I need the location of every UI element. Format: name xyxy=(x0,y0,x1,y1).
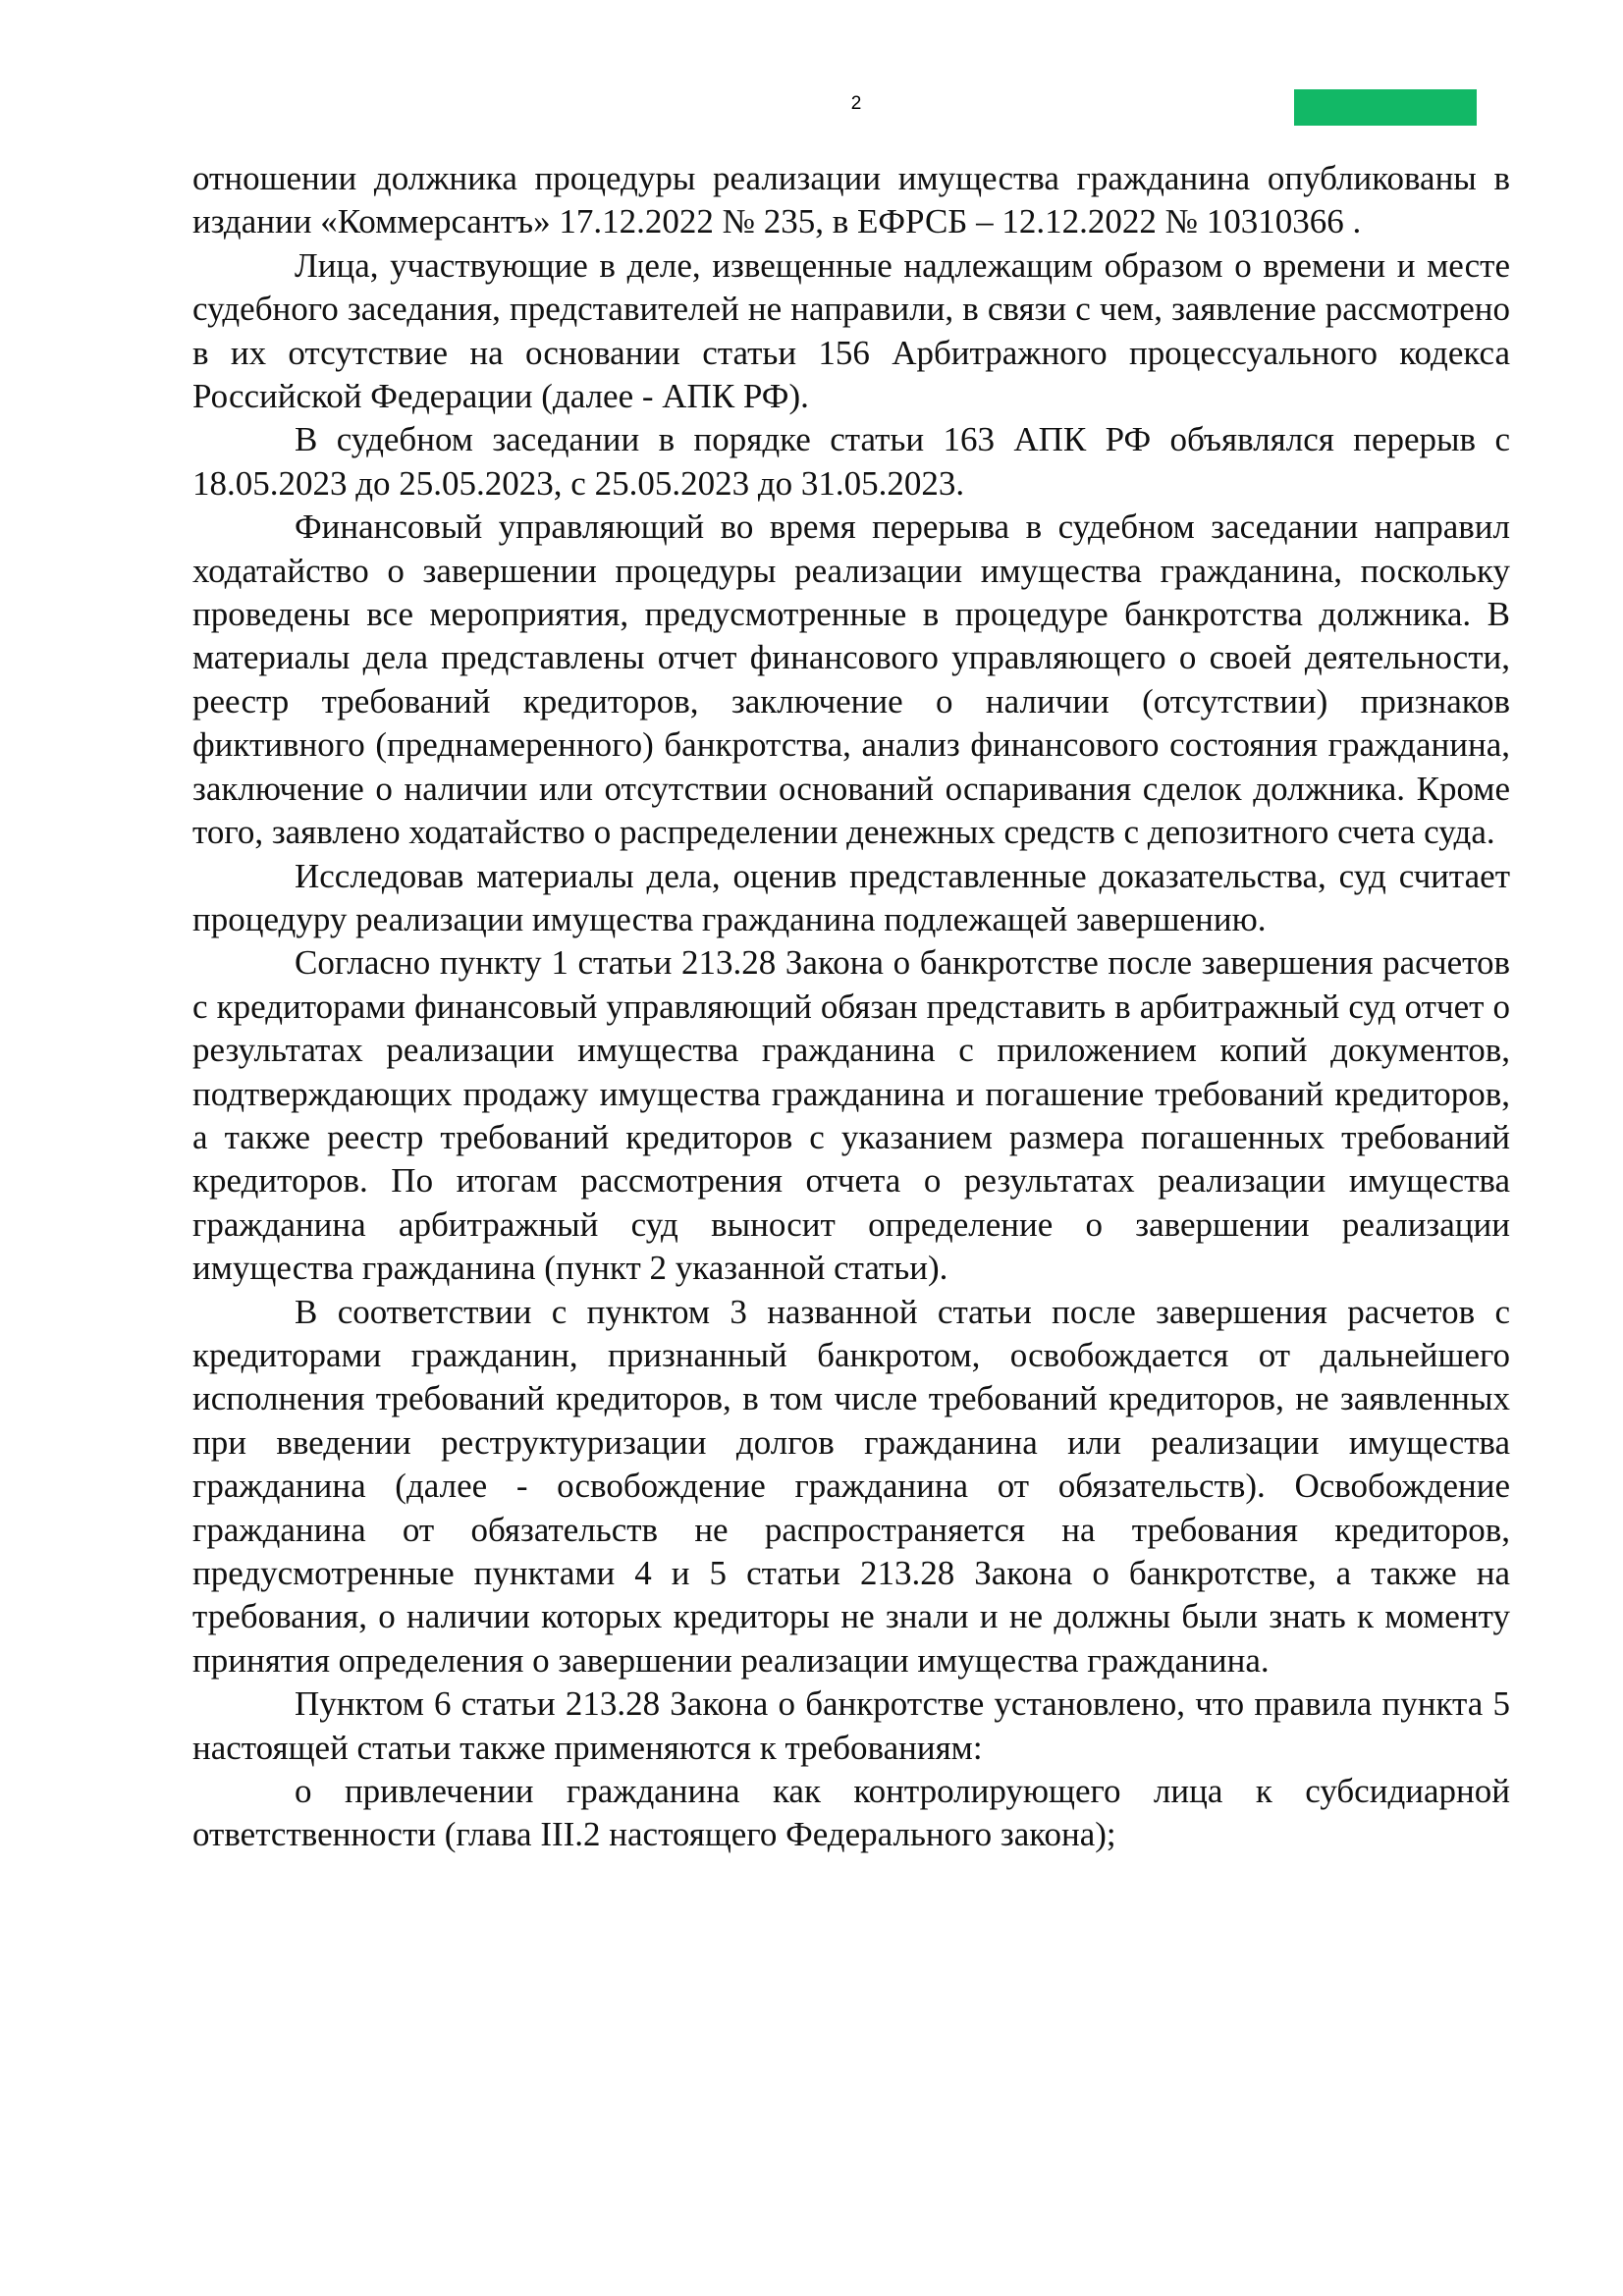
paragraph-7: В соответствии с пунктом 3 названной статьи после завершения расчетов с кредиторами гражданин, признанный банкротом, освобождается от дальнейшего исполнения требований кредиторов, в том числе требований кредиторов, не заявленных при введении реструктуризации долгов гражданина или реализации имущества гражданина (далее - освобождение гражданина от обязательств). Освобождение гражданина от обязательств не распространяется на требования кредиторов, предусмотренные пунктами 4 и 5 статьи 213.28 Закона о банкротстве, а также на требования, о наличии которых кредиторы не знали и не должны были знать к моменту принятия определения о завершении реализации имущества гражданина. xyxy=(192,1292,1510,1680)
paragraph-5: Исследовав материалы дела, оценив представленные доказательства, суд считает процедуру реализации имущества гражданина подлежащей завершению. xyxy=(192,856,1510,938)
green-marker xyxy=(1294,89,1477,126)
page-number: 2 xyxy=(850,93,862,114)
paragraph-9: о привлечении гражданина как контролирующего лица к субсидиарной ответственности (глава III.2 настоящего Федерального закона); xyxy=(192,1772,1510,1854)
paragraph-2: Лица, участвующие в деле, извещенные надлежащим образом о времени и месте судебного заседания, представителей не направили, в связи с чем, заявление рассмотрено в их отсутствие на основании статьи 156 Арбитражного процессуального кодекса Российской Федерации (далее - АПК РФ). xyxy=(192,245,1510,416)
paragraph-1: отношении должника процедуры реализации имущества гражданина опубликованы в издании «Коммерсантъ» 17.12.2022 № 235, в ЕФРСБ – 12.12.2022 № 10310366 . xyxy=(192,159,1510,241)
document-body xyxy=(192,157,1510,1857)
paragraph-3: В судебном заседании в порядке статьи 163 АПК РФ объявлялся перерыв с 18.05.2023 до 25.05.2023, с 25.05.2023 до 31.05.2023. xyxy=(192,420,1510,503)
paragraph-6: Согласно пункту 1 статьи 213.28 Закона о банкротстве после завершения расчетов с кредиторами финансовый управляющий обязан представить в арбитражный суд отчет о результатах реализации имущества гражданина с приложением копий документов, подтверждающих продажу имущества гражданина и погашение требований кредиторов, а также реестр требований кредиторов с указанием размера погашенных требований кредиторов. По итогам рассмотрения отчета о результатах реализации имущества гражданина арбитражный суд выносит определение о завершении реализации имущества гражданина (пункт 2 указанной статьи). xyxy=(192,943,1510,1288)
paragraph-8: Пунктом 6 статьи 213.28 Закона о банкротстве установлено, что правила пункта 5 настоящей статьи также применяются к требованиям: xyxy=(192,1684,1510,1767)
paragraph-4: Финансовый управляющий во время перерыва в судебном заседании направил ходатайство о завершении процедуры реализации имущества гражданина, поскольку проведены все мероприятия, предусмотренные в процедуре банкротства должника. В материалы дела представлены отчет финансового управляющего о своей деятельности, реестр требований кредиторов, заключение о наличии (отсутствии) признаков фиктивного (преднамеренного) банкротства, анализ финансового состояния гражданина, заключение о наличии или отсутствии оснований оспаривания сделок должника. Кроме того, заявлено ходатайство о распределении денежных средств с депозитного счета суда. xyxy=(192,507,1510,852)
